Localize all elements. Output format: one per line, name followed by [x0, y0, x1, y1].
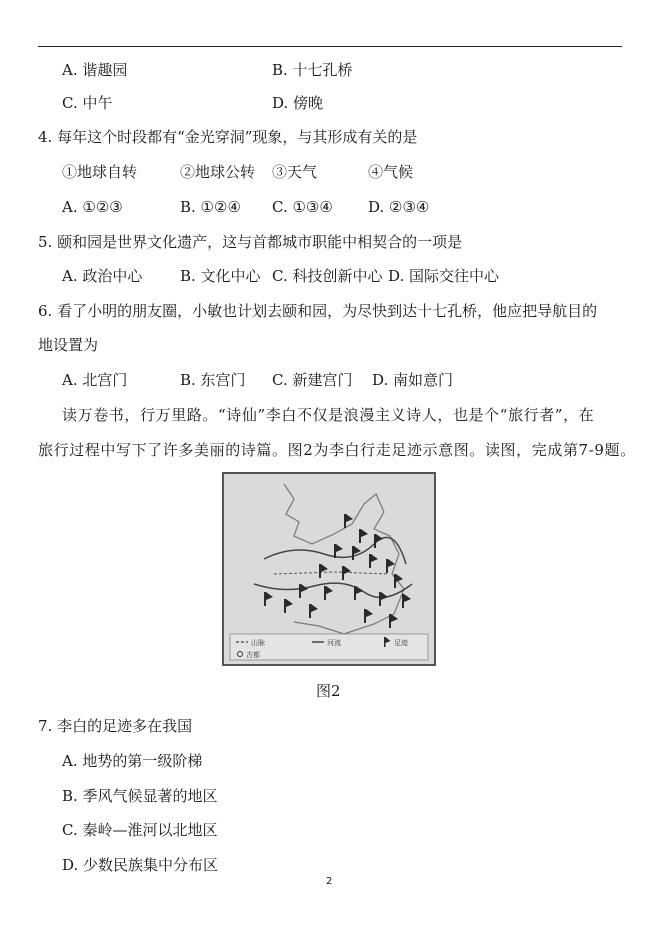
q4-item-1: ①地球自转 — [62, 163, 138, 181]
q4-option-c: C. ①③④ — [272, 198, 333, 216]
legend-river: 河流 — [327, 639, 341, 647]
q3-option-b: B. 十七孔桥 — [272, 61, 353, 79]
figure-caption: 图2 — [316, 682, 341, 700]
q6-stem-line1: 6. 看了小明的朋友圈，小敏也计划去颐和园，为尽快到达十七孔桥，他应把导航目的 — [38, 302, 598, 320]
q4-option-b: B. ①②④ — [180, 198, 241, 216]
q5-option-d: D. 国际交往中心 — [388, 267, 500, 285]
q7-option-a: A. 地势的第一级阶梯 — [62, 752, 203, 770]
q6-option-d: D. 南如意门 — [372, 371, 454, 389]
q6-option-a: A. 北宫门 — [62, 371, 128, 389]
q5-stem: 5. 颐和园是世界文化遗产，这与首都城市职能中相契合的一项是 — [38, 233, 463, 251]
q3-option-d: D. 傍晚 — [272, 94, 324, 112]
q4-stem: 4. 每年这个时段都有“金光穿洞”现象，与其形成有关的是 — [38, 128, 418, 146]
q6-stem-line2: 地设置为 — [38, 336, 99, 354]
map-graphic — [224, 474, 434, 664]
q6-option-b: B. 东宫门 — [180, 371, 246, 389]
li-bai-route-map — [222, 472, 436, 666]
legend-capital: 古都 — [246, 651, 260, 659]
reading-line2: 旅行过程中写下了许多美丽的诗篇。图2为李白行走足迹示意图。读图，完成第7-9题。 — [38, 441, 636, 459]
q4-item-2: ②地球公转 — [180, 163, 256, 181]
q4-option-a: A. ①②③ — [62, 198, 123, 216]
q7-option-d: D. 少数民族集中分布区 — [62, 856, 219, 874]
q4-item-4: ④气候 — [368, 163, 414, 181]
q4-option-d: D. ②③④ — [368, 198, 430, 216]
q5-option-a: A. 政治中心 — [62, 267, 143, 285]
q4-item-3: ③天气 — [272, 163, 318, 181]
q7-stem: 7. 李白的足迹多在我国 — [38, 717, 193, 735]
q5-option-c: C. 科技创新中心 — [272, 267, 383, 285]
q7-option-b: B. 季风气候显著的地区 — [62, 787, 218, 805]
q3-option-a: A. 谐趣园 — [62, 61, 128, 79]
reading-line1: 读万卷书，行万里路。“诗仙”李白不仅是浪漫主义诗人，也是个“旅行者”，在 — [62, 406, 595, 424]
q6-option-c: C. 新建宫门 — [272, 371, 353, 389]
q5-option-b: B. 文化中心 — [180, 267, 261, 285]
header-rule — [38, 46, 622, 47]
legend-footprint: 足迹 — [394, 639, 408, 647]
q3-option-c: C. 中午 — [62, 94, 113, 112]
page-number: 2 — [326, 876, 333, 887]
q7-option-c: C. 秦岭—淮河以北地区 — [62, 821, 218, 839]
legend-mountain: 山脉 — [251, 639, 265, 647]
